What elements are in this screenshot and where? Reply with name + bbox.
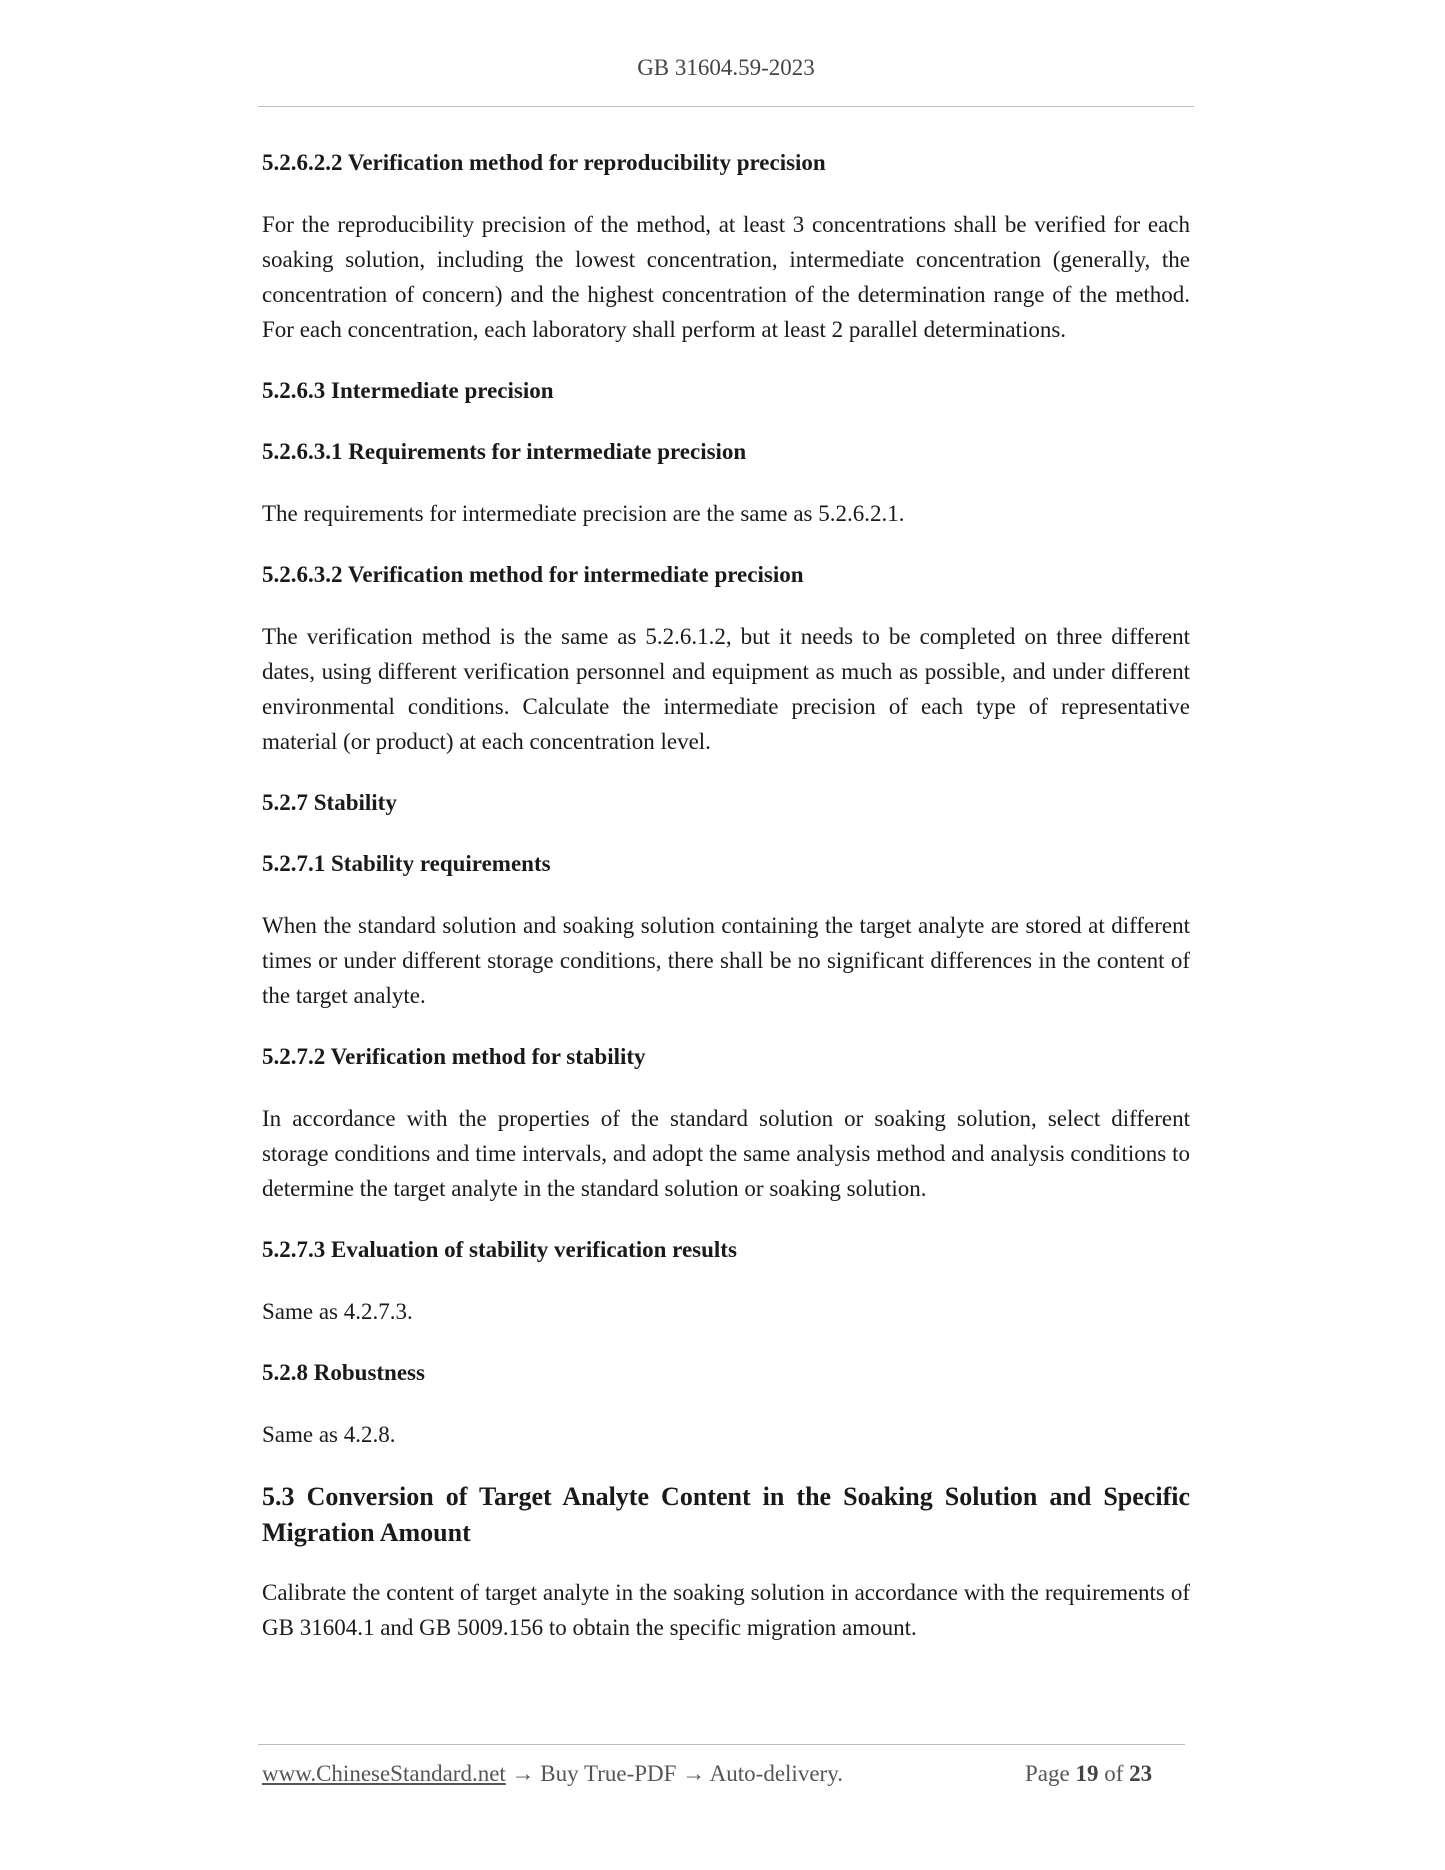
- footer-promo: [262, 1761, 843, 1787]
- arrow-right-icon: →: [511, 1761, 535, 1786]
- paragraph-intermediate-verification: The verification method is the same as 5.2.6.1.2, but it needs to be completed on three different dates, using different verification personnel and equipment as much as possible, and under different environmental conditions. Calculate the intermediate precision of each type of representative material (or product) at each concentration level.: [262, 624, 1190, 754]
- page-label: Page: [1025, 1761, 1070, 1786]
- paragraph-reproducibility: For the reproducibility precision of the method, at least 3 concentrations shall be verified for each soaking solution, including the lowest concentration, intermediate concentration (generally, the concentration of concern) and the highest concentration of the determination range of the method. For each concentration, each laboratory shall perform at least 2 parallel determinations.: [262, 212, 1190, 342]
- page-indicator: [1025, 1761, 1152, 1787]
- paragraph-intermediate-requirements: The requirements for intermediate precision are the same as 5.2.6.2.1.: [262, 501, 905, 526]
- document-body: [262, 146, 1190, 1672]
- header-divider: [258, 106, 1194, 107]
- heading-5-3: 5.3 Conversion of Target Analyte Content in the Soaking Solution and Specific Migration Amount: [262, 1482, 1190, 1547]
- paragraph-stability-verification: In accordance with the properties of the standard solution or soaking solution, select different storage conditions and time intervals, and adopt the same analysis method and analysis conditions to determine the target analyte in the standard solution or soaking solution.: [262, 1106, 1190, 1201]
- heading-5-2-6-3-1: 5.2.6.3.1 Requirements for intermediate precision: [262, 439, 747, 464]
- website-link[interactable]: www.ChineseStandard.net: [262, 1761, 506, 1786]
- page-header-title: GB 31604.59-2023: [637, 55, 815, 80]
- auto-delivery-text: Auto-delivery.: [709, 1761, 843, 1786]
- heading-5-2-8: 5.2.8 Robustness: [262, 1360, 425, 1385]
- heading-5-2-6-2-2: 5.2.6.2.2 Verification method for reproducibility precision: [262, 150, 826, 175]
- page-current: 19: [1075, 1761, 1099, 1786]
- heading-5-2-7-2: 5.2.7.2 Verification method for stability: [262, 1044, 646, 1069]
- heading-5-2-7-1: 5.2.7.1 Stability requirements: [262, 851, 551, 876]
- page-of: of: [1104, 1761, 1124, 1786]
- arrow-right-icon: →: [682, 1761, 706, 1786]
- heading-5-2-6-3-2: 5.2.6.3.2 Verification method for intermediate precision: [262, 562, 804, 587]
- heading-5-2-6-3: 5.2.6.3 Intermediate precision: [262, 378, 554, 403]
- paragraph-stability-requirements: When the standard solution and soaking solution containing the target analyte are stored at different times or under different storage conditions, there shall be no significant differences in the content of the target analyte.: [262, 913, 1190, 1008]
- heading-5-2-7: 5.2.7 Stability: [262, 790, 397, 815]
- footer-divider: [258, 1744, 1185, 1745]
- page-total: 23: [1129, 1761, 1153, 1786]
- buy-pdf-text: Buy True-PDF: [540, 1761, 677, 1786]
- heading-5-2-7-3: 5.2.7.3 Evaluation of stability verification results: [262, 1237, 737, 1262]
- paragraph-conversion: Calibrate the content of target analyte in the soaking solution in accordance with the requirements of GB 31604.1 and GB 5009.156 to obtain the specific migration amount.: [262, 1580, 1190, 1640]
- paragraph-stability-evaluation: Same as 4.2.7.3.: [262, 1299, 413, 1324]
- paragraph-robustness: Same as 4.2.8.: [262, 1422, 396, 1447]
